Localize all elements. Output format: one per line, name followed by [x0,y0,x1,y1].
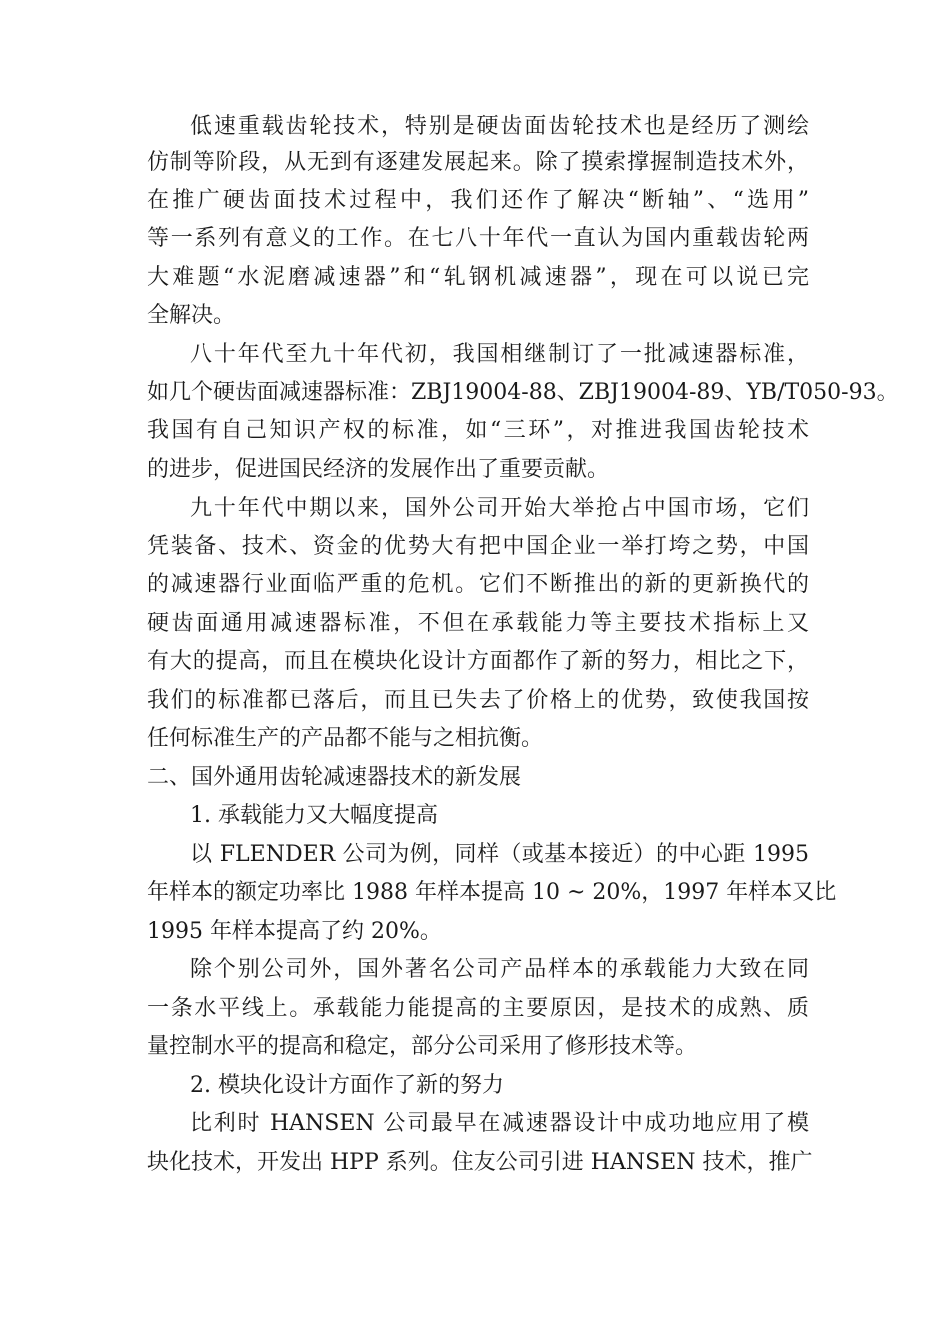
paragraph-3-line-3: 的减速器行业面临严重的危机。它们不断推出的新的更新换代的 [147,572,809,597]
paragraph-2-line-1: 八十年代至九十年代初，我国相继制订了一批减速器标准， [190,342,809,367]
paragraph-2-line-2: 如几个硬齿面减速器标准：ZBJ19004-88、ZBJ19004-89、YB/T050-93。 [147,380,899,405]
paragraph-3-line-7: 任何标准生产的产品都不能与之相抗衡。 [147,726,544,751]
subsection-heading-1: 1. 承载能力又大幅度提高 [190,803,438,828]
paragraph-6-line-1: 比利时 HANSEN 公司最早在减速器设计中成功地应用了模 [190,1111,809,1136]
paragraph-1-line-6: 全解决。 [147,303,236,328]
paragraph-2-line-3: 我国有自己知识产权的标准，如“三环”，对推进我国齿轮技术 [147,418,809,443]
paragraph-2-line-4: 的进步，促进国民经济的发展作出了重要贡献。 [147,457,610,482]
paragraph-4-line-2: 年样本的额定功率比 1988 年样本提高 10 ~ 20%，1997 年样本又比 [147,880,837,905]
paragraph-3-line-1: 九十年代中期以来，国外公司开始大举抢占中国市场，它们 [190,496,809,521]
paragraph-5-line-2: 一条水平线上。承载能力能提高的主要原因，是技术的成熟、质 [147,996,809,1021]
paragraph-1-line-5: 大难题“水泥磨减速器”和“轧钢机减速器”，现在可以说已完 [147,265,809,290]
paragraph-1-line-2: 仿制等阶段，从无到有逐建发展起来。除了摸索撑握制造技术外， [147,150,809,175]
paragraph-1-line-1: 低速重载齿轮技术，特别是硬齿面齿轮技术也是经历了测绘 [190,114,809,139]
paragraph-3-line-5: 有大的提高，而且在模块化设计方面都作了新的努力，相比之下， [147,649,809,674]
paragraph-3-line-4: 硬齿面通用减速器标准，不但在承载能力等主要技术指标上又 [147,611,809,636]
paragraph-4-line-1: 以 FLENDER 公司为例，同样（或基本接近）的中心距 1995 [190,842,809,867]
paragraph-5-line-3: 量控制水平的提高和稳定，部分公司采用了修形技术等。 [147,1034,698,1059]
paragraph-1-line-4: 等一系列有意义的工作。在七八十年代一直认为国内重载齿轮两 [147,226,809,251]
subsection-heading-2: 2. 模块化设计方面作了新的努力 [190,1073,504,1098]
paragraph-3-line-2: 凭装备、技术、资金的优势大有把中国企业一举打垮之势，中国 [147,534,809,559]
paragraph-6-line-2: 块化技术，开发出 HPP 系列。住友公司引进 HANSEN 技术，推广 [147,1150,813,1175]
section-heading: 二、国外通用齿轮减速器技术的新发展 [147,765,522,790]
paragraph-3-line-6: 我们的标准都已落后，而且已失去了价格上的优势，致使我国按 [147,688,809,713]
paragraph-5-line-1: 除个别公司外，国外著名公司产品样本的承载能力大致在同 [190,957,809,982]
paragraph-4-line-3: 1995 年样本提高了约 20%。 [147,919,442,944]
paragraph-1-line-3: 在推广硬齿面技术过程中，我们还作了解决“断轴”、“选用” [147,188,809,213]
